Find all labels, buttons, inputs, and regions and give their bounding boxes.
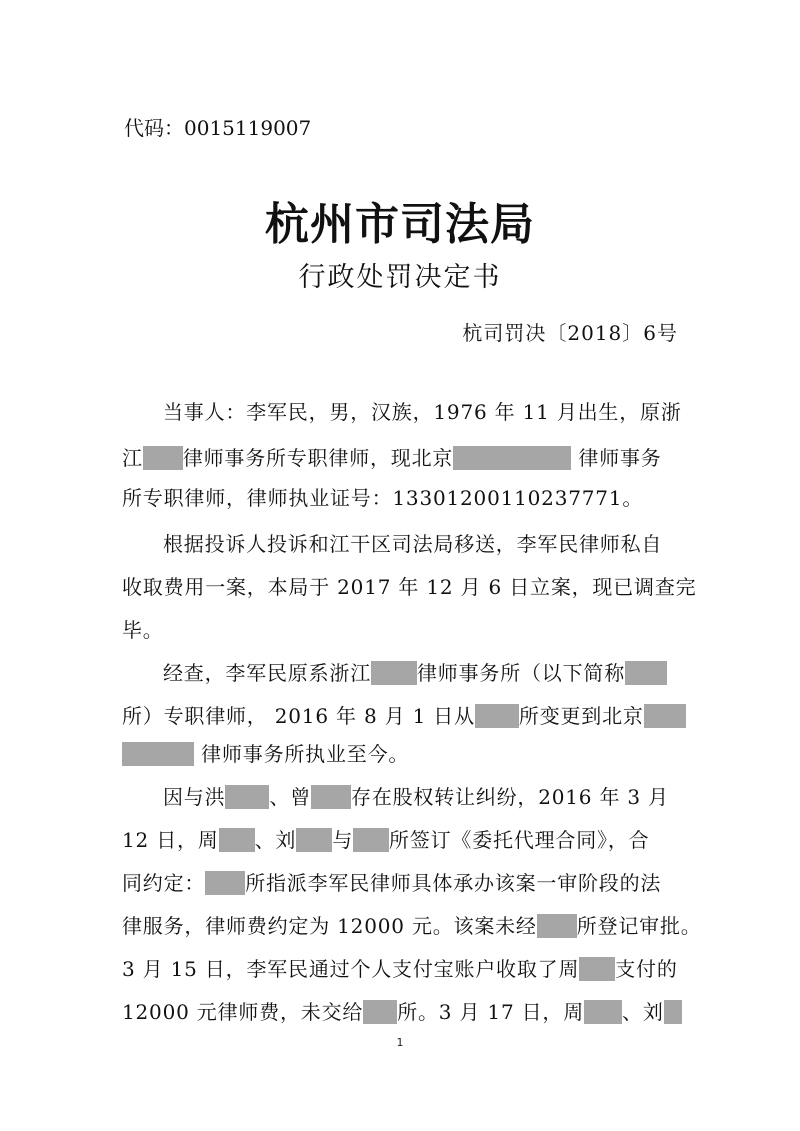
text-segment: 同约定： <box>122 871 206 895</box>
paragraph-4-line-1 <box>122 783 682 811</box>
redaction-block <box>625 661 667 685</box>
document-code: 代码：0015119007 <box>124 116 312 140</box>
redaction-block <box>311 785 351 809</box>
paragraph-4-line-2 <box>122 826 682 854</box>
redaction-block <box>225 785 269 809</box>
redaction-block <box>363 1000 397 1024</box>
text-segment: 根据投诉人投诉和江干区司法局移送，李军民律师私自 <box>163 532 663 556</box>
text-segment: 律师事务所执业至今。 <box>201 742 410 766</box>
paragraph-3-line-1 <box>122 659 682 687</box>
redaction-block <box>371 661 417 685</box>
page-number: 1 <box>396 1036 404 1049</box>
text-segment: 毕。 <box>122 618 164 642</box>
paragraph-4-line-5 <box>122 955 682 983</box>
redaction-block <box>475 704 519 728</box>
paragraph-4-line-6 <box>122 998 682 1026</box>
text-segment: 12000 元律师费，未交给 <box>122 1000 364 1024</box>
text-segment: 江 <box>122 446 143 470</box>
redaction-block <box>205 871 245 895</box>
issuer-title: 杭州市司法局 <box>265 199 535 250</box>
redaction-block <box>584 1000 622 1024</box>
text-segment: 所登记审批。 <box>576 914 702 938</box>
paragraph-3-line-3 <box>122 740 682 768</box>
redaction-block <box>664 1000 682 1024</box>
redaction-block <box>122 742 194 766</box>
text-segment: 、曾 <box>269 785 312 809</box>
paragraph-2-line-2 <box>122 573 697 601</box>
paragraph-4-line-4 <box>122 912 702 940</box>
paragraph-1-line-1 <box>122 398 682 426</box>
redaction-block <box>219 828 255 852</box>
paragraph-1-line-2 <box>122 444 682 472</box>
redaction-block <box>143 446 183 470</box>
document-type-subtitle: 行政处罚决定书 <box>298 262 502 293</box>
document-number: 杭司罚决〔2018〕6号 <box>462 321 678 345</box>
text-segment: 律服务，律师费约定为 12000 元。该案未经 <box>122 914 537 938</box>
paragraph-2-line-1 <box>122 530 682 558</box>
redaction-block <box>579 957 615 981</box>
paragraph-3-line-2 <box>122 702 682 730</box>
text-segment: 律师事务 <box>578 446 662 470</box>
paragraph-4-line-3 <box>122 869 682 897</box>
redaction-block <box>644 704 686 728</box>
text-segment: 所变更到北京 <box>518 704 644 728</box>
text-segment: 所指派李军民律师具体承办该案一审阶段的法 <box>245 871 662 895</box>
text-segment: 3 月 15 日，李军民通过个人支付宝账户收取了周 <box>122 957 580 981</box>
text-segment: 因与洪 <box>163 785 226 809</box>
paragraph-2-line-3 <box>122 616 682 644</box>
text-segment: 收取费用一案，本局于 2017 年 12 月 6 日立案，现已调查完 <box>122 575 697 599</box>
redaction-block <box>453 446 571 470</box>
text-segment: 当事人：李军民，男，汉族，1976 年 11 月出生，原浙 <box>163 400 682 424</box>
text-segment: 所。3 月 17 日，周 <box>397 1000 585 1024</box>
text-segment: 所专职律师，律师执业证号：13301200110237771。 <box>122 486 644 510</box>
text-segment: 与 <box>332 828 354 852</box>
text-segment: 经查，李军民原系浙江 <box>163 661 371 685</box>
text-segment: 律师事务所专职律师，现北京 <box>182 446 454 470</box>
text-segment: 律师事务所（以下简称 <box>417 661 625 685</box>
text-segment: 存在股权转让纠纷，2016 年 3 月 <box>351 785 669 809</box>
text-segment: 支付的 <box>615 957 678 981</box>
text-segment: 所）专职律师， 2016 年 8 月 1 日从 <box>122 704 475 728</box>
redaction-block <box>353 828 389 852</box>
redaction-block <box>537 914 577 938</box>
text-segment: 、刘 <box>254 828 297 852</box>
paragraph-1-line-3 <box>122 484 682 512</box>
text-segment: 12 日，周 <box>122 828 219 852</box>
redaction-block <box>296 828 332 852</box>
text-segment: 、刘 <box>622 1000 664 1024</box>
text-segment: 所签订《委托代理合同》，合 <box>389 828 650 852</box>
